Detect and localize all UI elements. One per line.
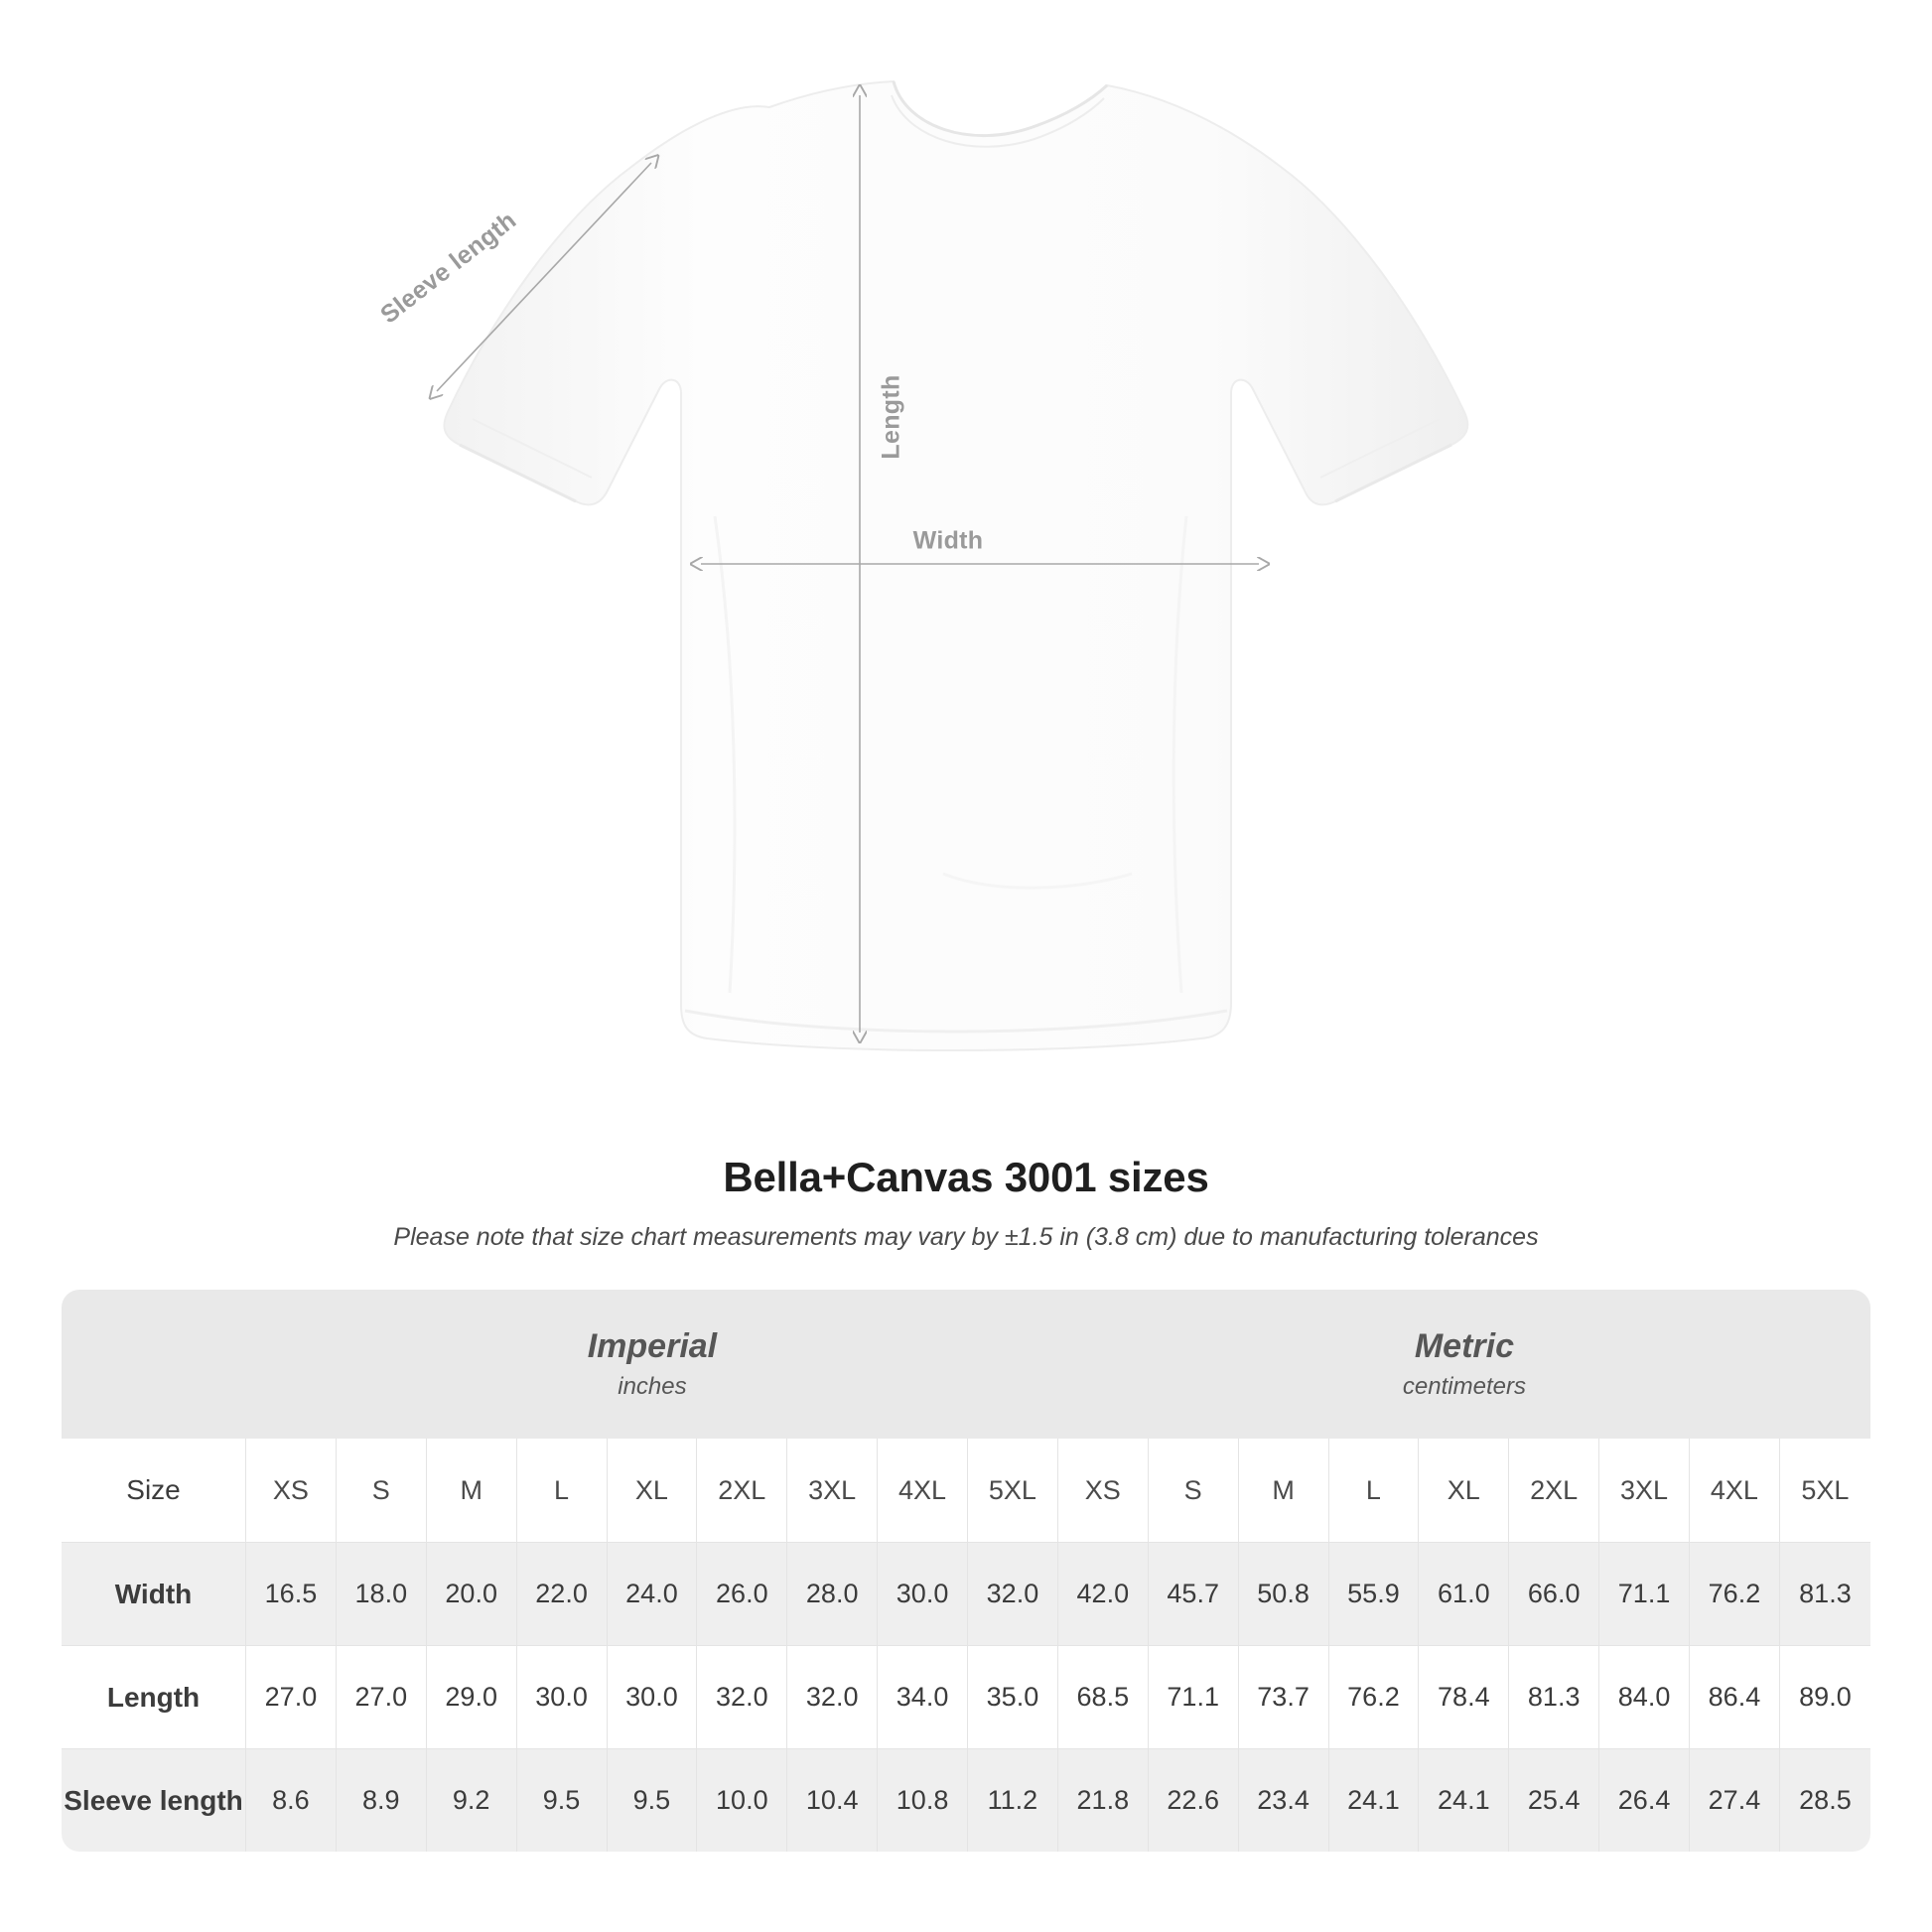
- cell-width-metric-xs: 42.0: [1058, 1542, 1149, 1645]
- cell-sleeve-metric-2xl: 25.4: [1509, 1748, 1599, 1852]
- cell-length-imperial-l: 30.0: [517, 1645, 608, 1748]
- cell-length-metric-s: 71.1: [1149, 1645, 1239, 1748]
- cell-length-metric-4xl: 86.4: [1690, 1645, 1780, 1748]
- size-table-wrap: [62, 1290, 1870, 1852]
- cell-sleeve-imperial-m: 9.2: [427, 1748, 517, 1852]
- cell-sleeve-imperial-l: 9.5: [517, 1748, 608, 1852]
- table-row: [62, 1748, 1870, 1852]
- cell-sleeve-metric-4xl: 27.4: [1690, 1748, 1780, 1852]
- cell-length-metric-5xl: 89.0: [1780, 1645, 1870, 1748]
- unit-header-row: [62, 1290, 1870, 1439]
- cell-sleeve-metric-xs: 21.8: [1058, 1748, 1149, 1852]
- size-header-metric-xs: XS: [1058, 1439, 1149, 1542]
- unit-sub-metric: centimeters: [1402, 1372, 1526, 1400]
- cell-width-imperial-5xl: 32.0: [968, 1542, 1058, 1645]
- row-label-length: Length: [62, 1645, 246, 1748]
- size-header-imperial-s: S: [337, 1439, 427, 1542]
- cell-width-imperial-xs: 16.5: [246, 1542, 337, 1645]
- size-header-label: Size: [62, 1439, 246, 1542]
- sleeve-length-label: Sleeve length: [375, 206, 522, 330]
- cell-width-metric-4xl: 76.2: [1690, 1542, 1780, 1645]
- cell-length-metric-2xl: 81.3: [1509, 1645, 1599, 1748]
- size-header-metric-3xl: 3XL: [1599, 1439, 1690, 1542]
- tolerance-note: Please note that size chart measurements may vary by ±1.5 in (3.8 cm) due to manufacturing tolerances: [393, 1223, 1539, 1251]
- title-block: [0, 1154, 1932, 1252]
- cell-length-imperial-3xl: 32.0: [787, 1645, 878, 1748]
- page-title: Bella+Canvas 3001 sizes: [723, 1154, 1209, 1200]
- cell-sleeve-imperial-5xl: 11.2: [968, 1748, 1058, 1852]
- cell-sleeve-metric-l: 24.1: [1329, 1748, 1420, 1852]
- cell-width-metric-3xl: 71.1: [1599, 1542, 1690, 1645]
- size-header-row: [62, 1439, 1870, 1542]
- cell-sleeve-imperial-xl: 9.5: [608, 1748, 698, 1852]
- cell-width-metric-s: 45.7: [1149, 1542, 1239, 1645]
- cell-width-metric-l: 55.9: [1329, 1542, 1420, 1645]
- cell-sleeve-metric-xl: 24.1: [1419, 1748, 1509, 1852]
- cell-sleeve-imperial-xs: 8.6: [246, 1748, 337, 1852]
- cell-length-metric-m: 73.7: [1239, 1645, 1329, 1748]
- tshirt-shape: [444, 81, 1467, 1050]
- cell-length-metric-3xl: 84.0: [1599, 1645, 1690, 1748]
- row-label-width: Width: [62, 1542, 246, 1645]
- size-header-metric-xl: XL: [1419, 1439, 1509, 1542]
- cell-length-imperial-5xl: 35.0: [968, 1645, 1058, 1748]
- size-header-metric-5xl: 5XL: [1780, 1439, 1870, 1542]
- size-header-imperial-5xl: 5XL: [968, 1439, 1058, 1542]
- cell-width-imperial-3xl: 28.0: [787, 1542, 878, 1645]
- cell-sleeve-imperial-s: 8.9: [337, 1748, 427, 1852]
- size-header-imperial-l: L: [517, 1439, 608, 1542]
- cell-length-imperial-xl: 30.0: [608, 1645, 698, 1748]
- size-header-imperial-xl: XL: [608, 1439, 698, 1542]
- cell-width-imperial-m: 20.0: [427, 1542, 517, 1645]
- cell-width-metric-5xl: 81.3: [1780, 1542, 1870, 1645]
- cell-width-metric-2xl: 66.0: [1509, 1542, 1599, 1645]
- cell-width-imperial-4xl: 30.0: [878, 1542, 968, 1645]
- size-header-imperial-4xl: 4XL: [878, 1439, 968, 1542]
- cell-width-imperial-xl: 24.0: [608, 1542, 698, 1645]
- size-header-metric-l: L: [1329, 1439, 1420, 1542]
- unit-name-imperial: Imperial: [587, 1327, 718, 1366]
- size-header-imperial-m: M: [427, 1439, 517, 1542]
- cell-sleeve-imperial-2xl: 10.0: [697, 1748, 787, 1852]
- cell-sleeve-metric-s: 22.6: [1149, 1748, 1239, 1852]
- table-row: [62, 1645, 1870, 1748]
- unit-header-metric: [1058, 1290, 1870, 1439]
- cell-length-metric-xs: 68.5: [1058, 1645, 1149, 1748]
- cell-width-metric-m: 50.8: [1239, 1542, 1329, 1645]
- width-label: Width: [912, 526, 984, 555]
- size-header-imperial-2xl: 2XL: [697, 1439, 787, 1542]
- unit-name-metric: Metric: [1414, 1327, 1514, 1366]
- unit-header-imperial: [246, 1290, 1058, 1439]
- cell-width-imperial-l: 22.0: [517, 1542, 608, 1645]
- size-header-metric-m: M: [1239, 1439, 1329, 1542]
- length-label: Length: [877, 374, 905, 460]
- size-header-metric-4xl: 4XL: [1690, 1439, 1780, 1542]
- cell-width-imperial-s: 18.0: [337, 1542, 427, 1645]
- size-header-metric-2xl: 2XL: [1509, 1439, 1599, 1542]
- size-table: [62, 1290, 1870, 1852]
- cell-length-imperial-xs: 27.0: [246, 1645, 337, 1748]
- cell-length-imperial-m: 29.0: [427, 1645, 517, 1748]
- row-label-sleeve-length: Sleeve length: [62, 1748, 246, 1852]
- cell-sleeve-imperial-3xl: 10.4: [787, 1748, 878, 1852]
- cell-length-imperial-s: 27.0: [337, 1645, 427, 1748]
- size-header-imperial-3xl: 3XL: [787, 1439, 878, 1542]
- cell-width-imperial-2xl: 26.0: [697, 1542, 787, 1645]
- cell-length-imperial-4xl: 34.0: [878, 1645, 968, 1748]
- cell-length-metric-l: 76.2: [1329, 1645, 1420, 1748]
- table-row: [62, 1542, 1870, 1645]
- unit-header-spacer: [62, 1290, 246, 1439]
- cell-sleeve-metric-m: 23.4: [1239, 1748, 1329, 1852]
- cell-length-imperial-2xl: 32.0: [697, 1645, 787, 1748]
- size-header-metric-s: S: [1149, 1439, 1239, 1542]
- cell-sleeve-metric-3xl: 26.4: [1599, 1748, 1690, 1852]
- cell-sleeve-imperial-4xl: 10.8: [878, 1748, 968, 1852]
- unit-sub-imperial: inches: [618, 1372, 687, 1400]
- size-header-imperial-xs: XS: [246, 1439, 337, 1542]
- cell-width-metric-xl: 61.0: [1419, 1542, 1509, 1645]
- cell-sleeve-metric-5xl: 28.5: [1780, 1748, 1870, 1852]
- cell-length-metric-xl: 78.4: [1419, 1645, 1509, 1748]
